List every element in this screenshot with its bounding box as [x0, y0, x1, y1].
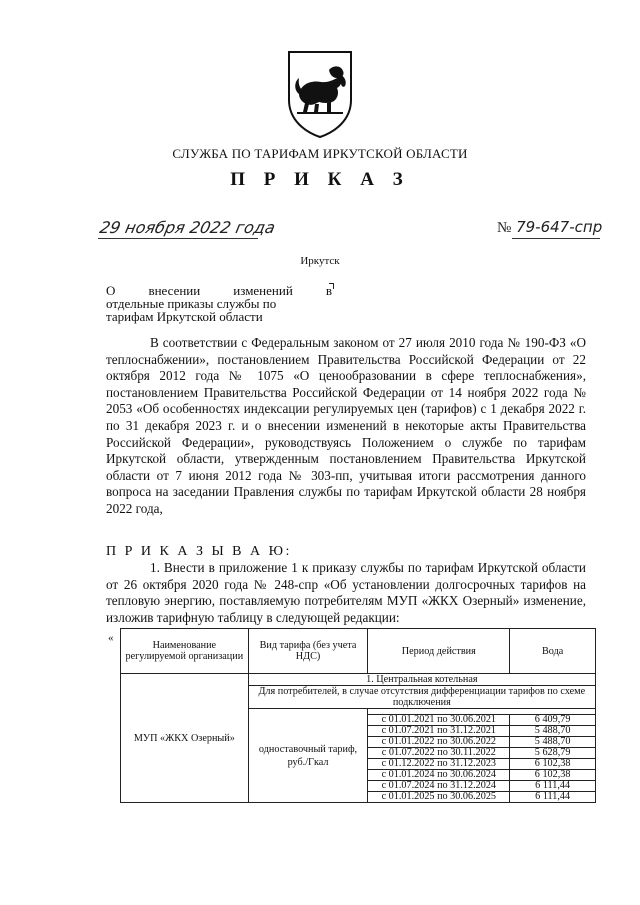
preamble-paragraph: В соответствии с Федеральным законом от 27 июля 2010 года № 190-ФЗ «О теплоснабжении», постановлением Правительства Российской Федерации от 22 октября 2012 года № 1075 «О ценообразовании в сфере теплоснабжения», постановлением Правительства Российской Федерации от 14 ноября 2022 года № 2053 «Об особенностях индексации регулируемых цен (тарифов) с 1 декабря 2022 г. по 31 декабря 2023 г. и о внесении изменений в некоторые акты Правительства Российской Федерации», руководствуясь Положением о службе по тарифам Иркутской области, утвержденным постановлением Правительства Иркутской области от 7 июня 2012 года № 303-пп, учитывая итоги рассмотрения данного вопроса на заседании Правления службы по тарифам Иркутской области 28 ноября 2022 года,: [106, 335, 586, 516]
number-underline: [512, 238, 600, 239]
subject-word: изменений: [233, 283, 293, 298]
subject-line-2: отдельные приказы службы по: [106, 296, 277, 311]
date-underline: [98, 238, 258, 239]
value-cell: 6 102,38: [510, 759, 596, 770]
header-tariff-type: Вид тарифа (без учета НДС): [248, 629, 368, 674]
table-open-quote: «: [108, 632, 114, 644]
period-cell: с 01.07.2024 по 31.12.2024: [368, 781, 510, 792]
handwritten-order-number: [497, 218, 602, 237]
header-organization: Наименование регулируемой организации: [121, 629, 249, 674]
order-subject: [106, 284, 332, 323]
order-word: П Р И К А З Ы В А Ю:: [106, 544, 292, 559]
period-cell: с 01.01.2025 по 30.06.2025: [368, 792, 510, 803]
header-water: Вода: [510, 629, 596, 674]
period-cell: с 01.07.2022 по 30.11.2022: [368, 748, 510, 759]
organization-title: СЛУЖБА ПО ТАРИФАМ ИРКУТСКОЙ ОБЛАСТИ: [172, 146, 468, 161]
value-cell: 5 628,79: [510, 748, 596, 759]
period-cell: с 01.01.2021 по 30.06.2021: [368, 715, 510, 726]
irkutsk-coat-of-arms-icon: [285, 48, 355, 140]
header-period: Период действия: [368, 629, 510, 674]
city-name: Иркутск: [300, 255, 340, 267]
value-cell: 5 488,70: [510, 737, 596, 748]
value-cell: 6 111,44: [510, 781, 596, 792]
number-prefix: №: [497, 220, 512, 236]
subject-line-3: тарифам Иркутской области: [106, 309, 263, 324]
subject-word: внесении: [148, 283, 201, 298]
tariff-table: [120, 628, 596, 803]
handwritten-date: 29 ноября 2022 года: [97, 218, 277, 237]
section-title: 1. Центральная котельная: [248, 674, 595, 686]
value-cell: 5 488,70: [510, 726, 596, 737]
subject-corner-mark: [329, 283, 334, 289]
table-header-row: [121, 629, 596, 674]
order-item-1: 1. Внести в приложение 1 к приказу службы по тарифам Иркутской области от 26 октября 2020 года № 248-спр «Об установлении долгосрочных тарифов на тепловую энергию, поставляемую потребителям МУП «ЖКХ Озерный» изменение, изложив тарифную таблицу в следующей редакции:: [106, 560, 586, 625]
value-cell: 6 409,79: [510, 715, 596, 726]
organization-cell: МУП «ЖКХ Озерный»: [121, 674, 249, 803]
number-value: 79-647-спр: [516, 218, 603, 236]
value-cell: 6 102,38: [510, 770, 596, 781]
period-cell: с 01.01.2022 по 30.06.2022: [368, 737, 510, 748]
value-cell: 6 111,44: [510, 792, 596, 803]
subject-word: в: [325, 283, 332, 298]
table-row: [121, 674, 596, 686]
tariff-type-cell: одноставочный тариф, руб./Гкал: [248, 709, 368, 803]
period-cell: с 01.12.2022 по 31.12.2023: [368, 759, 510, 770]
subject-word: О: [106, 283, 116, 298]
period-cell: с 01.01.2024 по 30.06.2024: [368, 770, 510, 781]
document-type-title: П Р И К А З: [230, 169, 410, 190]
period-cell: с 01.07.2021 по 31.12.2021: [368, 726, 510, 737]
subsection-title: Для потребителей, в случае отсутствия дифференциации тарифов по схеме подключения: [248, 686, 595, 709]
